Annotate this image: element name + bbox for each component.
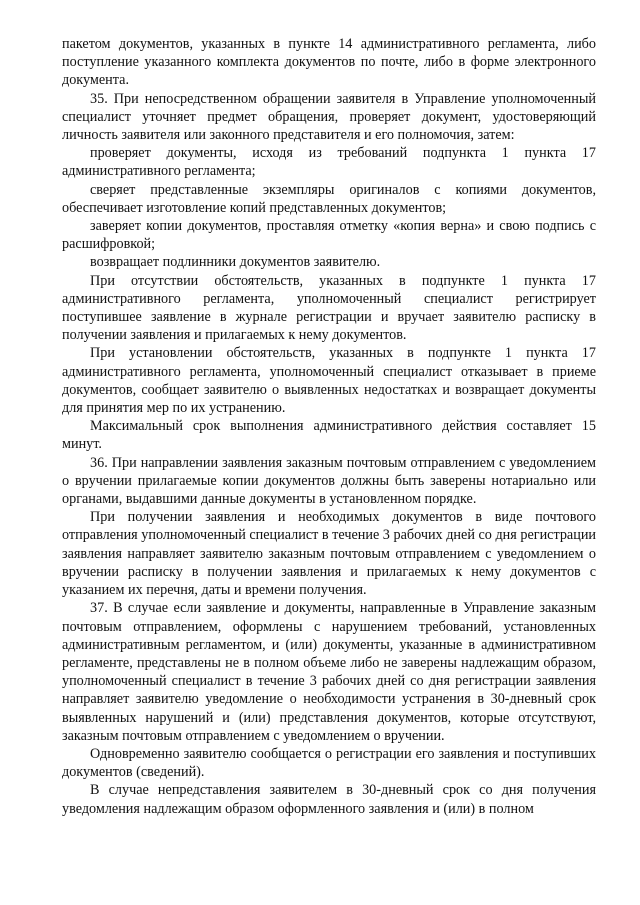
paragraph-continuation: пакетом документов, указанных в пункте 14 административного регламента, либо поступление указанного комплекта документов по почте, либо в форме электронного документа. (62, 36, 596, 89)
paragraph-35-item-2: сверяет представленные экземпляры оригиналов с копиями документов, обеспечивает изготовление копий представленных документов; (62, 181, 596, 216)
paragraph-35: 35. При непосредственном обращении заявителя в Управление уполномоченный специалист уточняет предмет обращения, проверяет документ, удостоверяющий личность заявителя или законного представителя и его полномочия, затем: (62, 90, 596, 144)
paragraph-35-item-1: проверяет документы, исходя из требований подпункта 1 пункта 17 административного регламента; (62, 145, 596, 180)
paragraph-35-item-4: возвращает подлинники документов заявителю. (90, 254, 381, 271)
paragraph-35-item-3: заверяет копии документов, проставляя отметку «копия верна» и свою подпись с расшифровкой; (62, 218, 596, 253)
paragraph-37-nonsubmission: В случае непредставления заявителем в 30-дневный срок со дня получения уведомления надлежащим образом оформленного заявления и (или) в полном (62, 782, 596, 817)
paragraph-36-mail: При получении заявления и необходимых документов в виде почтового отправления уполномоченный специалист в течение 3 рабочих дней со дня регистрации заявления направляет заявителю заказным почтовым отправлением с уведомлением о вручении расписку в получении заявления и прилагаемых к нему документов с указанием их перечня, даты и времени получения. (62, 509, 596, 599)
paragraph-37-notice: Одновременно заявителю сообщается о регистрации его заявления и поступивших документов (сведений). (62, 745, 596, 781)
paragraph-37: 37. В случае если заявление и документы, направленные в Управление заказным почтовым отправлением, оформлены с нарушением требований, установленных административным регламентом, и (или) документы, указанные в административном регламенте, представлены не в полном объеме либо не заверены надлежащим образом, уполномоченный специалист в течение 3 рабочих дней со дня регистрации заявления направляет заявителю уведомление о необходимости устранения в 30-дневный срок выявленных нарушений и (или) представления документов, которые отсутствуют, заказным почтовым отправлением с уведомлением о вручении. (62, 600, 596, 744)
paragraph-max-time: Максимальный срок выполнения административного действия составляет 15 минут. (62, 418, 596, 453)
document-page (62, 35, 596, 818)
paragraph-established-circumstances: При установлении обстоятельств, указанных в подпункте 1 пункта 17 административного регламента, уполномоченный специалист отказывает в приеме документов, сообщает заявителю о выявленных недостатках и возвращает документы для принятия мер по их устранению. (62, 345, 596, 417)
paragraph-absence-circumstances: При отсутствии обстоятельств, указанных в подпункте 1 пункта 17 административного регламента, уполномоченный специалист регистрирует поступившее заявление в журнале регистрации и вручает заявителю расписку в получении заявления и прилагаемых к нему документов. (62, 272, 596, 344)
paragraph-36: 36. При направлении заявления заказным почтовым отправлением с уведомлением о вручении прилагаемые копии документов должны быть заверены нотариально или органами, выдавшими данные документы в установленном порядке. (62, 454, 596, 508)
